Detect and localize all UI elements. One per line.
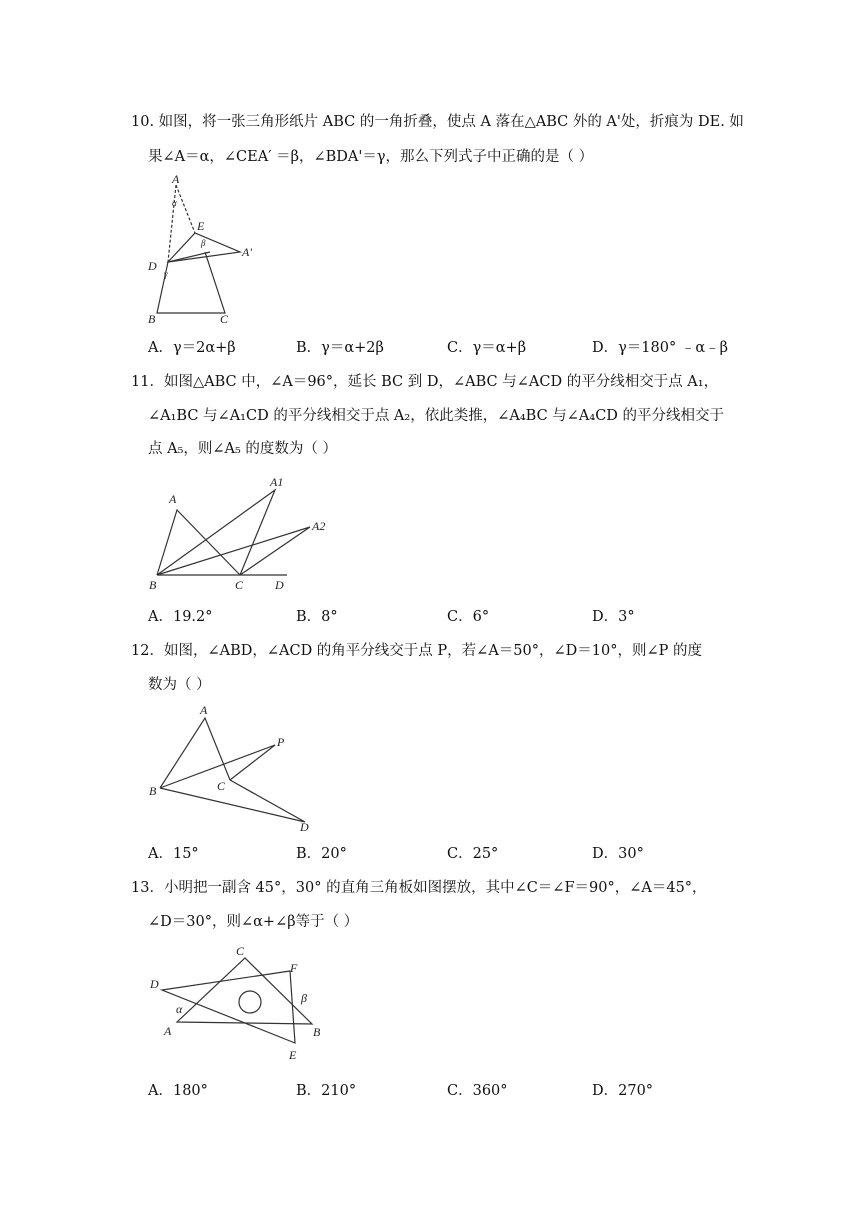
q12-line-1: 12．如图，∠ABD，∠ACD 的角平分线交于点 P，若∠A＝50°，∠D＝10°，则∠P 的度 bbox=[131, 643, 702, 659]
q12-option-b[interactable]: B．20° bbox=[296, 846, 347, 862]
q11-option-b[interactable]: B．8° bbox=[296, 609, 338, 625]
q10-label-a-prime: A' bbox=[242, 245, 252, 259]
q10-label-gamma: γ bbox=[164, 269, 168, 279]
q10-line-2: 果∠A＝α，∠CEA′ ＝β，∠BDA'＝γ，那么下列式子中正确的是（ ） bbox=[148, 149, 594, 165]
q10-option-b[interactable]: B．γ＝α+2β bbox=[296, 340, 384, 356]
q11-option-c[interactable]: C．6° bbox=[447, 609, 490, 625]
q12-label-p: P bbox=[277, 735, 285, 749]
q13-option-b[interactable]: B．210° bbox=[296, 1083, 357, 1099]
q11-label-b: B bbox=[149, 578, 157, 592]
q10-option-a[interactable]: A．γ＝2α+β bbox=[148, 340, 236, 356]
q13-label-f: F bbox=[290, 961, 298, 975]
q12-label-a: A bbox=[200, 703, 208, 717]
q10-option-d[interactable]: D．γ＝180° ﹣α﹣β bbox=[592, 340, 729, 356]
q11-label-a2: A2 bbox=[312, 519, 326, 533]
q12-label-c: C bbox=[217, 779, 226, 793]
q10-label-alpha: α bbox=[172, 198, 177, 208]
q10-line-1: 10. 如图，将一张三角形纸片 ABC 的一角折叠，使点 A 落在△ABC 外的 A'处，折痕为 DE. 如 bbox=[131, 114, 744, 130]
q12-option-d[interactable]: D．30° bbox=[592, 846, 644, 862]
q12-label-d: D bbox=[300, 820, 309, 834]
q10-option-c[interactable]: C．γ＝α+β bbox=[447, 340, 527, 356]
q11-line-2: ∠A₁BC 与∠A₁CD 的平分线相交于点 A₂，依此类推，∠A₄BC 与∠A₄CD 的平分线相交于 bbox=[148, 408, 725, 424]
q11-label-d: D bbox=[275, 578, 284, 592]
q10-label-b: B bbox=[148, 312, 156, 326]
q13-option-c[interactable]: C．360° bbox=[447, 1083, 508, 1099]
q13-label-a: A bbox=[164, 1024, 172, 1038]
q10-label-a: A bbox=[172, 172, 180, 186]
q13-label-beta: β bbox=[301, 991, 307, 1005]
q13-line-1: 13．小明把一副含 45°，30° 的直角三角板如图摆放，其中∠C＝∠F＝90°，∠A＝45°， bbox=[131, 880, 707, 896]
q12-option-c[interactable]: C．25° bbox=[447, 846, 499, 862]
q11-option-a[interactable]: A．19.2° bbox=[148, 609, 213, 625]
q12-label-b: B bbox=[149, 784, 157, 798]
q13-label-d: D bbox=[150, 977, 159, 991]
q13-line-2: ∠D＝30°，则∠α+∠β等于（ ） bbox=[148, 914, 359, 930]
q10-label-beta: β bbox=[201, 238, 206, 248]
q13-option-d[interactable]: D．270° bbox=[592, 1083, 654, 1099]
q13-label-alpha: α bbox=[176, 1002, 183, 1016]
q10-label-c: C bbox=[220, 312, 229, 326]
q12-option-a[interactable]: A．15° bbox=[148, 846, 199, 862]
q11-line-3: 点 A₅，则∠A₅ 的度数为（ ） bbox=[148, 441, 338, 457]
q13-label-e: E bbox=[289, 1048, 297, 1062]
q11-line-1: 11．如图△ABC 中，∠A＝96°，延长 BC 到 D，∠ABC 与∠ACD 的平分线相交于点 A₁， bbox=[131, 374, 719, 390]
q10-label-e: E bbox=[197, 219, 205, 233]
q11-label-a: A bbox=[169, 492, 177, 506]
q11-option-d[interactable]: D．3° bbox=[592, 609, 635, 625]
q13-label-c: C bbox=[236, 944, 245, 958]
q13-label-b: B bbox=[313, 1025, 321, 1039]
q11-label-a1: A1 bbox=[270, 475, 284, 489]
q13-option-a[interactable]: A．180° bbox=[148, 1083, 208, 1099]
q11-label-c: C bbox=[235, 578, 244, 592]
q12-line-2: 数为（ ） bbox=[148, 677, 211, 693]
q10-label-d: D bbox=[148, 259, 157, 273]
